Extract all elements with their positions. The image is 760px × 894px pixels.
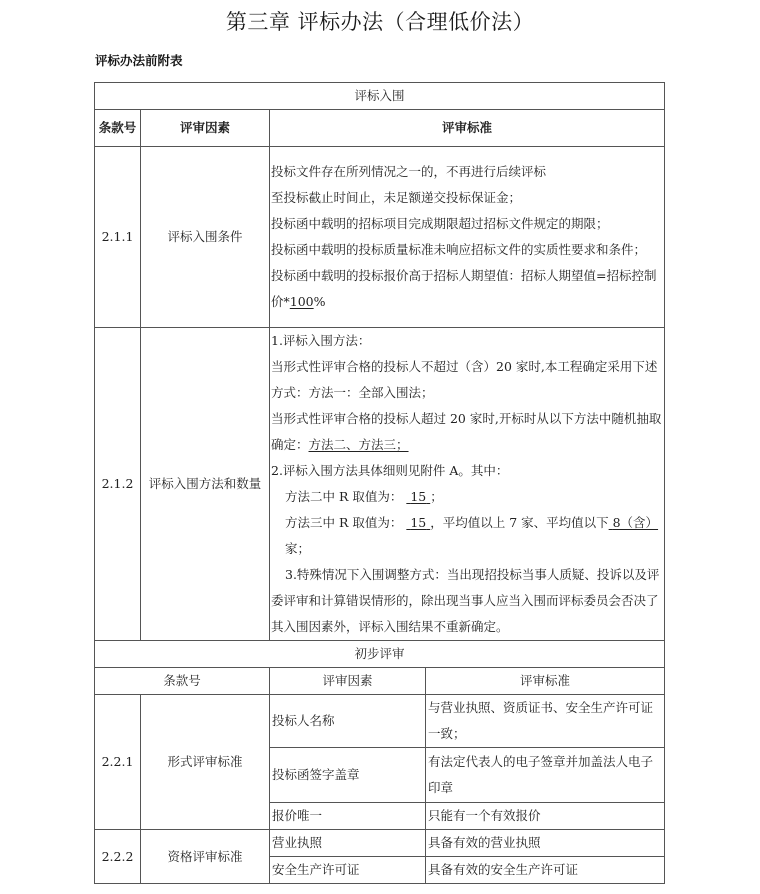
evaluation-standard: 具备有效的营业执照 <box>426 830 665 857</box>
method-suffix: ； <box>430 489 443 504</box>
table-row <box>95 830 665 857</box>
clause-number: 2.1.2 <box>95 328 141 641</box>
method-suffix: 家； <box>285 541 311 556</box>
table-caption: 评标办法前附表 <box>95 53 183 68</box>
method2-r-value: 15 <box>410 489 427 504</box>
review-category: 形式评审标准 <box>141 695 270 830</box>
section-heading-shortlist: 评标入围 <box>95 83 665 110</box>
criterion-line: 投标函中载明的投标质量标准未响应招标文件的实质性要求和条件； <box>271 242 647 257</box>
criterion-line <box>271 263 662 315</box>
method3-count-below: 8（含） <box>612 515 659 530</box>
underlined-methods: 方法二、方法三； <box>308 437 409 452</box>
evaluation-table <box>94 82 665 884</box>
clause-number: 2.2.1 <box>95 695 141 830</box>
evaluation-factor: 报价唯一 <box>270 803 426 830</box>
criterion-line: 至投标截止时间止，未足额递交投标保证金； <box>271 190 522 205</box>
clause-number: 2.2.2 <box>95 830 141 884</box>
paragraph <box>271 406 662 458</box>
evaluation-factor: 评标入围方法和数量 <box>141 328 270 641</box>
evaluation-standard: 只能有一个有效报价 <box>426 803 665 830</box>
criterion-text: 投标函中载明的投标报价高于招标人期望值：招标人期望值=招标控制价* <box>271 268 657 309</box>
method-label: 方法三中 R 取值为： <box>285 515 403 530</box>
column-header-clause: 条款号 <box>95 110 141 147</box>
column-header-clause: 条款号 <box>95 668 270 695</box>
evaluation-standard <box>270 328 665 641</box>
criterion-line: 投标函中载明的招标项目完成期限超过招标文件规定的期限； <box>271 216 609 231</box>
table-row <box>95 147 665 328</box>
page-title: 第三章 评标办法（合理低价法） <box>225 10 535 34</box>
method3-line <box>271 510 662 562</box>
paragraph-text: 当形式性评审合格的投标人超过 20 家时,开标时从以下方法中随机抽取确定： <box>271 411 662 452</box>
percent-suffix: % <box>313 294 326 309</box>
column-header-standard: 评审标准 <box>270 110 665 147</box>
column-header-row <box>95 668 665 695</box>
paragraph: 当形式性评审合格的投标人不超过（含）20 家时,本工程确定采用下述方式：方法一：全部入围法； <box>271 359 658 400</box>
evaluation-standard: 具备有效的安全生产许可证 <box>426 857 665 884</box>
evaluation-standard: 与营业执照、资质证书、安全生产许可证一致； <box>426 695 665 748</box>
section-header-row <box>95 641 665 668</box>
evaluation-standard: 有法定代表人的电子签章并加盖法人电子印章 <box>426 748 665 803</box>
column-header-factor: 评审因素 <box>141 110 270 147</box>
review-category: 资格评审标准 <box>141 830 270 884</box>
evaluation-factor: 投标人名称 <box>270 695 426 748</box>
evaluation-factor: 评标入围条件 <box>141 147 270 328</box>
evaluation-factor: 安全生产许可证 <box>270 857 426 884</box>
column-header-factor: 评审因素 <box>270 668 426 695</box>
item-title: 1.评标入围方法： <box>271 333 371 348</box>
method3-r-value: 15 <box>410 515 427 530</box>
table-row <box>95 328 665 641</box>
method-label: 方法二中 R 取值为： <box>285 489 403 504</box>
evaluation-factor: 投标函签字盖章 <box>270 748 426 803</box>
column-header-standard: 评审标准 <box>426 668 665 695</box>
method-text: ，平均值以上 7 家、平均值以下 <box>430 515 609 530</box>
method2-line <box>271 484 662 510</box>
table-row <box>95 695 665 748</box>
evaluation-factor: 营业执照 <box>270 830 426 857</box>
criterion-line: 投标文件存在所列情况之一的，不再进行后续评标 <box>271 164 547 179</box>
column-header-row <box>95 110 665 147</box>
item-paragraph: 3.特殊情况下入围调整方式：当出现招投标当事人质疑、投诉以及评委评审和计算错误情形的，除出现当事人应当入围而评标委员会否决了其入围因素外，评标入围结果不重新确定。 <box>271 567 660 634</box>
clause-number: 2.1.1 <box>95 147 141 328</box>
evaluation-standard <box>270 147 665 328</box>
item-title: 2.评标入围方法具体细则见附件 A。其中： <box>271 463 509 478</box>
percent-value: 100 <box>289 294 314 309</box>
section-header-row <box>95 83 665 110</box>
section-heading-preliminary: 初步评审 <box>95 641 665 668</box>
